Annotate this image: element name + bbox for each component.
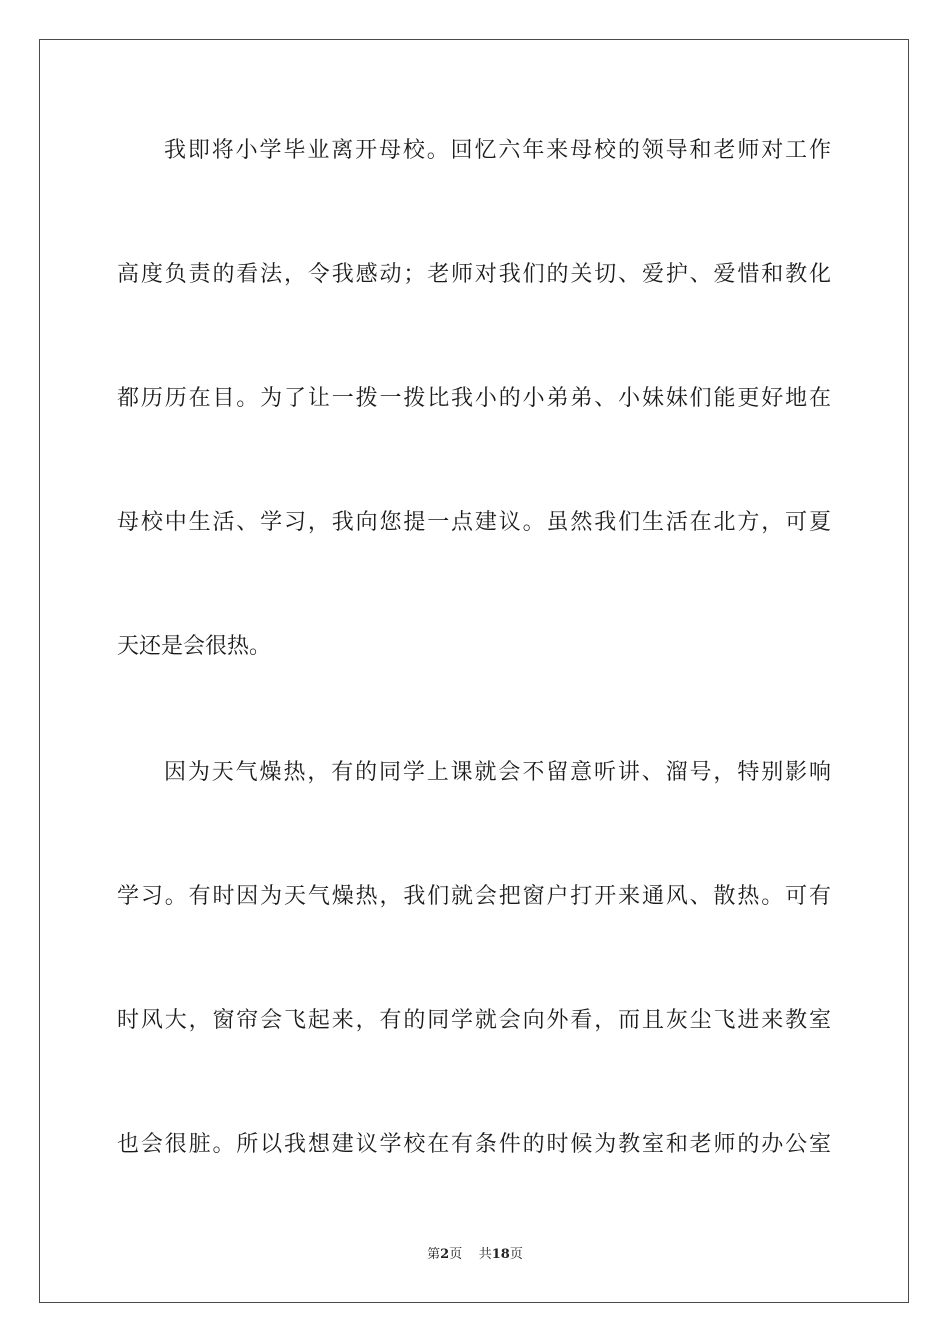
paragraph-1-line-3: 都历历在目。为了让一拨一拨比我小的小弟弟、小妹妹们能更好地在 bbox=[117, 386, 831, 411]
paragraph-2-line-2: 学习。有时因为天气燥热，我们就会把窗户打开来通风、散热。可有 bbox=[117, 884, 831, 909]
paragraph-1-line-1: 我即将小学毕业离开母校。回忆六年来母校的领导和老师对工作 bbox=[164, 138, 831, 163]
paragraph-1-line-2: 高度负责的看法，令我感动；老师对我们的关切、爱护、爱惜和教化 bbox=[117, 262, 831, 287]
footer-total-unit: 页 bbox=[509, 1247, 523, 1262]
paragraph-2-line-1: 因为天气燥热，有的同学上课就会不留意听讲、溜号，特别影响 bbox=[164, 760, 831, 785]
paragraph-2-line-4: 也会很脏。所以我想建议学校在有条件的时候为教室和老师的办公室 bbox=[117, 1132, 831, 1157]
footer-total-label: 共 bbox=[478, 1247, 492, 1262]
paragraph-2-line-3: 时风大，窗帘会飞起来，有的同学就会向外看，而且灰尘飞进来教室 bbox=[117, 1008, 831, 1033]
page-footer bbox=[0, 1246, 950, 1264]
footer-page-number: 2 bbox=[440, 1247, 450, 1262]
paragraph-1-line-4: 母校中生活、学习，我向您提一点建议。虽然我们生活在北方，可夏 bbox=[117, 510, 831, 535]
footer-total-pages: 18 bbox=[491, 1247, 510, 1262]
footer-page-label: 第 bbox=[427, 1247, 441, 1262]
page-border bbox=[39, 39, 909, 1303]
paragraph-1-line-5: 天还是会很热。 bbox=[117, 634, 272, 659]
footer-page-unit: 页 bbox=[449, 1247, 463, 1262]
